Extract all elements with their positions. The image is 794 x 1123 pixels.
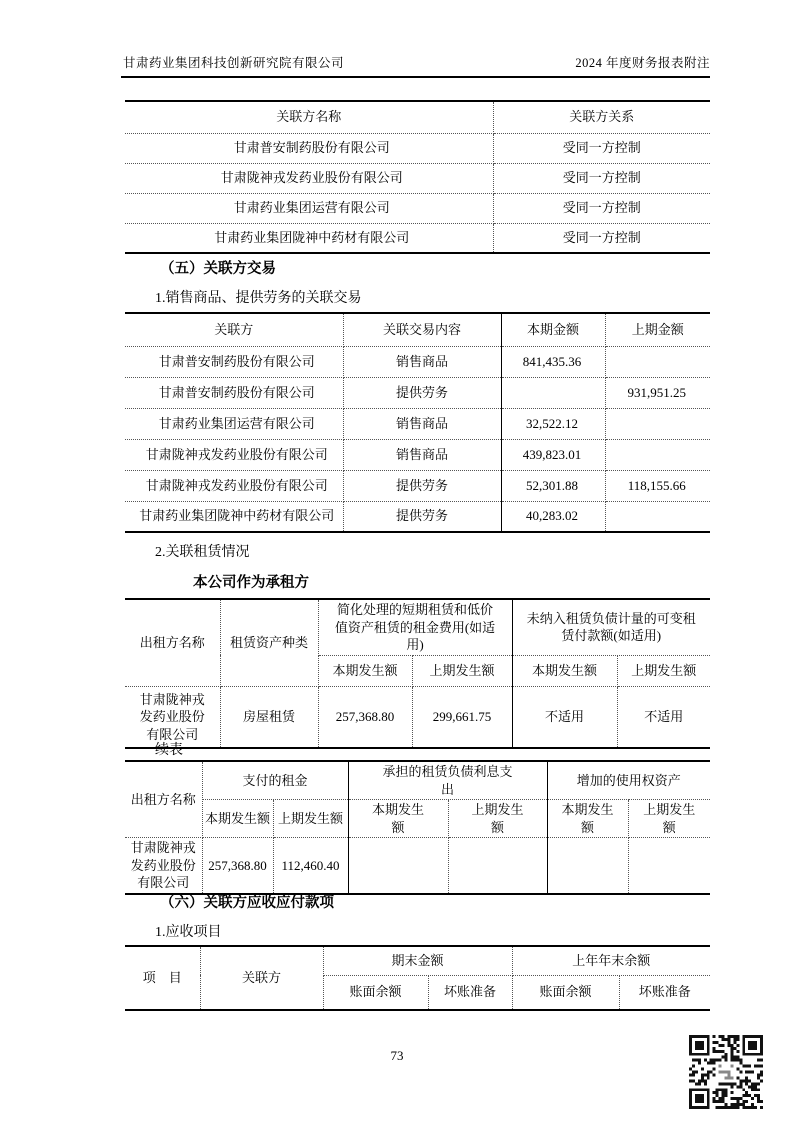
cell-relationship: 受同一方控制 [493,133,710,163]
subheader-prior-period: 上期发生额 [617,655,710,686]
cell-amount: 257,368.80 [318,686,412,748]
subheader-bad-debt-provision: 坏账准备 [428,975,512,1010]
section-6-item-1: 1.应收项目 [155,925,222,940]
group-header-variable-payments: 未纳入租赁负债计量的可变租 赁付款额(如适用) [512,599,710,655]
cell-party: 甘肃药业集团运营有限公司 [125,408,343,439]
group-header-ending-amount: 期末金额 [323,946,512,975]
group-header-lease-interest: 承担的租赁负债利息支 出 [348,761,547,800]
subheader-current-period: 本期发生 额 [348,800,448,838]
cell-current-amount: 40,283.02 [501,501,605,532]
cell-content: 销售商品 [343,346,501,377]
receivables-table [125,945,710,1011]
cell-current-amount: 841,435.36 [501,346,605,377]
table-row [125,163,710,193]
table-row [125,686,710,748]
cell-content: 提供劳务 [343,470,501,501]
cell-not-applicable: 不适用 [512,686,617,748]
table-header-row [125,761,710,800]
group-header-simplified-rent: 简化处理的短期租赁和低价 值资产租赁的租金费用(如适 用) [318,599,512,655]
cell-party: 甘肃陇神戎发药业股份有限公司 [125,470,343,501]
table-row [125,501,710,532]
cell-prior-amount [605,439,710,470]
cell-current-amount: 439,823.01 [501,439,605,470]
cell-current-amount [501,377,605,408]
column-header: 关联交易内容 [343,313,501,346]
lease-continued-table [125,760,710,895]
cell-party-name: 甘肃陇神戎发药业股份有限公司 [125,163,493,193]
cell-party-name: 甘肃药业集团陇神中药材有限公司 [125,223,493,253]
column-header-lessor: 出租方名称 [125,761,202,838]
column-header: 关联方关系 [493,101,710,133]
lessee-subheading: 本公司作为承租方 [193,575,309,591]
related-parties-table [125,100,710,254]
cell-party: 甘肃普安制药股份有限公司 [125,346,343,377]
cell-prior-amount [605,346,710,377]
cell-prior-amount: 931,951.25 [605,377,710,408]
cell-prior-amount [605,408,710,439]
column-header: 上期金额 [605,313,710,346]
table-header-row [125,599,710,655]
qr-code [689,1035,763,1109]
cell-lessor: 甘肃陇神戎 发药业股份 有限公司 [125,838,202,894]
cell-lessor: 甘肃陇神戎 发药业股份 有限公司 [125,686,220,748]
header-company-name: 甘肃药业集团科技创新研究院有限公司 [123,56,345,70]
table-header-row [125,101,710,133]
subheader-prior-period: 上期发生额 [273,800,348,838]
table-row [125,470,710,501]
cell-content: 提供劳务 [343,501,501,532]
cell-amount [547,838,628,894]
cell-relationship: 受同一方控制 [493,193,710,223]
cell-amount: 112,460.40 [273,838,348,894]
page-header [123,53,710,71]
cell-not-applicable: 不适用 [617,686,710,748]
column-header: 关联方 [125,313,343,346]
subheader-prior-period: 上期发生 额 [448,800,547,838]
cell-amount: 299,661.75 [412,686,512,748]
group-header-rou-asset: 增加的使用权资产 [547,761,710,800]
table-row [125,439,710,470]
group-header-prior-year-balance: 上年年末余额 [512,946,710,975]
column-header: 本期金额 [501,313,605,346]
cell-content: 提供劳务 [343,377,501,408]
table-row [125,346,710,377]
cell-party-name: 甘肃药业集团运营有限公司 [125,193,493,223]
table-header-row [125,313,710,346]
table-row [125,408,710,439]
table-row [125,133,710,163]
table-row [125,838,710,894]
column-header-lessor: 出租方名称 [125,599,220,686]
page-number: 73 [390,1048,404,1063]
table-header-row [125,946,710,975]
cell-relationship: 受同一方控制 [493,223,710,253]
cell-current-amount: 32,522.12 [501,408,605,439]
table-row [125,223,710,253]
section-5-item-1: 1.销售商品、提供劳务的关联交易 [155,291,362,306]
column-header-item: 项 目 [125,946,200,1010]
subheader-current-period: 本期发生额 [318,655,412,686]
table-row [125,193,710,223]
section-5-item-2: 2.关联租赁情况 [155,545,250,560]
subheader-current-period: 本期发生 额 [547,800,628,838]
subheader-current-period: 本期发生额 [202,800,273,838]
column-header: 关联方名称 [125,101,493,133]
cell-party: 甘肃药业集团陇神中药材有限公司 [125,501,343,532]
subheader-prior-period: 上期发生 额 [628,800,710,838]
cell-party: 甘肃普安制药股份有限公司 [125,377,343,408]
cell-amount: 257,368.80 [202,838,273,894]
lease-table [125,598,710,749]
column-header-party: 关联方 [200,946,323,1010]
subheader-current-period: 本期发生额 [512,655,617,686]
cell-content: 销售商品 [343,439,501,470]
section-6-heading: （六）关联方应收应付款项 [160,895,334,911]
qr-code-image [689,1035,763,1109]
cell-party: 甘肃陇神戎发药业股份有限公司 [125,439,343,470]
subheader-book-balance: 账面余额 [323,975,428,1010]
cell-amount [348,838,448,894]
transactions-table [125,312,710,533]
subheader-bad-debt-provision: 坏账准备 [619,975,710,1010]
cell-content: 销售商品 [343,408,501,439]
header-divider [121,76,710,78]
section-5-heading: （五）关联方交易 [160,261,276,277]
cell-amount [448,838,547,894]
cell-asset-type: 房屋租赁 [220,686,318,748]
cell-amount [628,838,710,894]
cell-prior-amount [605,501,710,532]
cell-current-amount: 52,301.88 [501,470,605,501]
subheader-prior-period: 上期发生额 [412,655,512,686]
subheader-book-balance: 账面余额 [512,975,619,1010]
column-header-asset-type: 租赁资产种类 [220,599,318,686]
cell-party-name: 甘肃普安制药股份有限公司 [125,133,493,163]
cell-prior-amount: 118,155.66 [605,470,710,501]
header-doc-title: 2024 年度财务报表附注 [575,56,710,70]
group-header-rent-paid: 支付的租金 [202,761,348,800]
continued-table-label: 续表 [155,743,183,758]
table-row [125,377,710,408]
cell-relationship: 受同一方控制 [493,163,710,193]
table-subheader-row [125,800,710,838]
